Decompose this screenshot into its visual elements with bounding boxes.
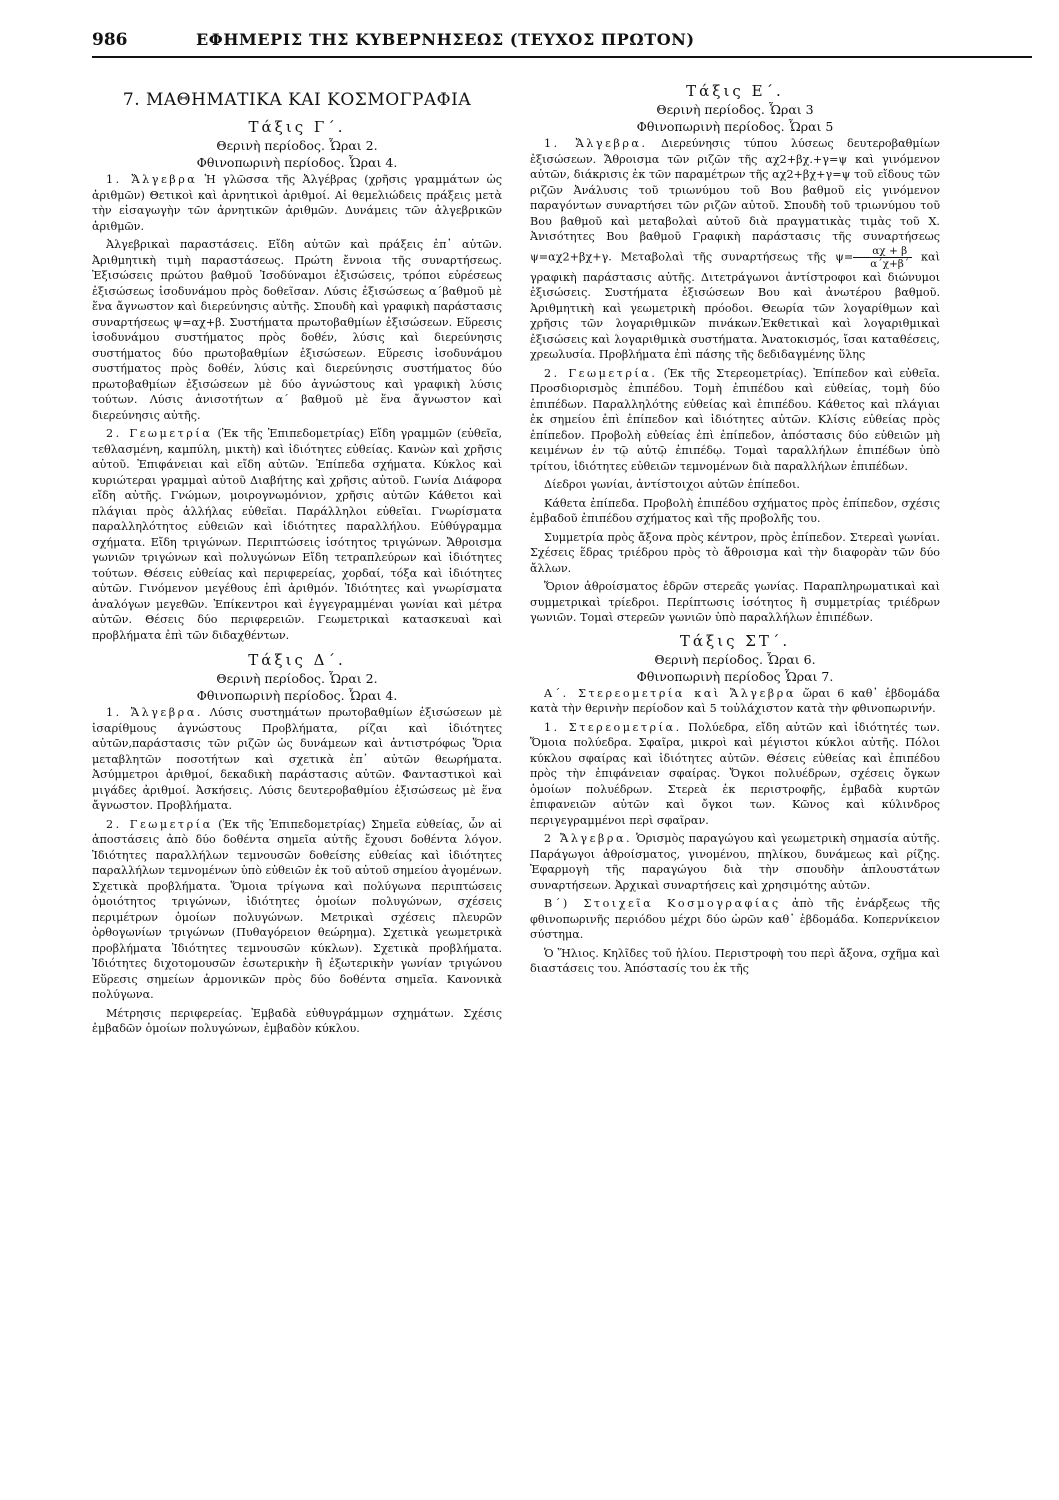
fraction-formula xyxy=(853,245,912,270)
fraction-denominator: α΄χ+β΄ xyxy=(870,257,910,270)
class-d-measurement-paragraph: Μέτρησις περιφερείας. Ἐμβαδὰ εὐθυγράμμων σχημάτων. Σχέσις ἐμβαδῶν ὁμοίων πολυγώνων, ἐμβαδὸν κύκλου. xyxy=(92,1006,502,1035)
class-d-geometry-label: 2. Γεωμετρία xyxy=(106,817,213,831)
class-g-algebra-paragraph: 1. Ἄλγεβρα Ἡ γλῶσσα τῆς Ἀλγέβρας (χρῆσις γραμμάτων ὡς ἀριθμῶν) Θετικοὶ καὶ ἀρνητικοὶ ἀριθμοί. Αἱ θεμελιώδεις πράξεις μετὰ τὴν εἰσαγωγὴν τῶν ἀρνητικῶν ἀριθμῶν. Δυνάμεις τῶν ἀλγεβρικῶν ἀριθμῶν. xyxy=(92,173,502,233)
class-st-heading: Τάξις ΣΤ΄. xyxy=(679,631,791,650)
class-d-geometry-paragraph: 2. Γεωμετρία (Ἐκ τῆς Ἐπιπεδομετρίας) Σημεῖα εὐθείας, ὧν αἱ ἀποστάσεις ἀπὸ δύο δοθέντα σημεῖα αὐτῆς ἔχουσι δοθέντα λόγον. Ἰδιότητες παραλλήλων τεμνουσῶν δοθείσης εὐθείας καὶ ἰδιότητες παραλλήλων τεμνομένων ὑπὸ εὐθειῶν ἐκ τοῦ αὐτοῦ σημείου ἀγομένων. Σχετικὰ προβλήματα. Ὅμοια τρίγωνα καὶ πολύγωνα περιπτώσεις ὁμοιότητος τριγώνων, ἰδιότητες ὁμοίων πολυγώνων, σχέσεις περιμέτρων ὁμοίων πολυγώνων. Μετρικαὶ σχέσεις πλευρῶν ὀρθογωνίων τριγώνων (Πυθαγόρειον θεώρημα). Σχετικὰ γεωμετρικὰ προβλήματα Ἰδιότητες τεμνουσῶν κύκλων). Σχετικὰ προβλήματα. Ἰδιότητες διχοτομουσῶν ἐσωτερικὴν ἢ ἐξωτερικὴν γωνίαν τριγώνου Εὕρεσις σημείων ἁρμονικῶν πρὸς δύο δοθέντα σημεῖα. Κανονικὰ πολύγωνα. xyxy=(92,817,503,1001)
class-e-planes-paragraph: Κάθετα ἐπίπεδα. Προβολὴ ἐπιπέδου σχήματος πρὸς ἐπίπεδον, σχέσις ἐμβαδοῦ ἐπιπέδου σχήματος καὶ τῆς προβολῆς του. xyxy=(530,496,940,525)
class-e-solid-angle-paragraph: Ὅριον ἀθροίσματος ἑδρῶν στερεᾶς γωνίας. Παραπληρωματικαὶ καὶ συμμετρικαὶ τρίεδροι. Περίπτωσις ἰσότητος ἢ συμμετρίας τριέδρων γωνιῶν. Τομαὶ στερεῶν γωνιῶν ὑπὸ παραλλήλων ἐπιπέδων. xyxy=(530,580,940,624)
class-d-algebra-label: 1. Ἄλγεβρα. xyxy=(106,706,203,719)
class-g-geometry-paragraph: 2. Γεωμετρία (Ἐκ τῆς Ἐπιπεδομετρίας) Εἴδη γραμμῶν (εὐθεῖα, τεθλασμένη, καμπύλη, μικτὴ) καὶ ἰδιότητες εὐθείας. Κανὼν καὶ χρῆσις αὐτοῦ. Ἐπιφάνειαι καὶ εἴδη αὐτῶν. Ἐπίπεδα σχήματα. Κύκλος καὶ κυριώτεραι γραμμαὶ αὐτοῦ Διαβήτης καὶ χρῆσις αὐτοῦ. Γωνία Διάφορα εἴδη αὐτῆς. Γνώμων, μοιρογνωμόνιον, χρῆσις αὐτῶν Κάθετοι καὶ πλάγιαι πρὸς ἀλλήλας εὐθεῖαι. Παράλληλοι εὐθεῖαι. Γνωρίσματα παραλληλότητος εὐθειῶν καὶ ἰδιότητες παραλλήλου. Εὐθύγραμμα σχήματα. Εἴδη τριγώνων. Περιπτώσεις ἰσότητος τριγώνων. Ἄθροισμα γωνιῶν τριγώνων καὶ πολυγώνων Εἴδη τετραπλεύρων καὶ ἰδιότητες τούτων. Θέσεις εὐθείας καὶ περιφερείας, χορδαί, τόξα καὶ ἰδιότητες αὐτῶν. Γινόμενον μεγέθους ἐπὶ ἀριθμόν. Ἰδιότητες καὶ γνωρίσματα ἀναλόγων μεγεθῶν. Ἐπίκεντροι καὶ ἐγγεγραμμέναι γωνίαι καὶ μέτρα αὐτῶν. Θέσεις δύο περιφερειῶν. Γεωμετρικαὶ κατασκευαὶ καὶ προβλήματα ἐπὶ τῶν διδαχθέντων. xyxy=(92,427,503,642)
class-g-summer-period: Θερινὴ περίοδος. Ὧραι 2. xyxy=(216,138,378,153)
fraction-numerator: αχ + β xyxy=(853,245,912,258)
class-e-heading: Τάξις Ε΄. xyxy=(686,82,784,100)
class-e-autumn-period: Φθινοπωρινὴ περίοδος. Ὧραι 5 xyxy=(636,119,834,134)
class-g-autumn-period: Φθινοπωρινὴ περίοδος. Ὧραι 4. xyxy=(196,155,398,170)
class-st-sun-paragraph: Ὁ Ἥλιος. Κηλῖδες τοῦ ἡλίου. Περιστροφὴ του περὶ ἄξονα, σχῆμα καὶ διαστάσεις του. Ἀπόστασίς του ἐκ τῆς xyxy=(530,946,940,975)
class-e-algebra-paragraph: 1. Ἄλγεβρα. Διερεύνησις τύπου λύσεως δευτεροβαθμίων ἐξισώσεων. Ἄθροισμα τῶν ριζῶν τῆς αχ2+βχ.+γ=ψ καὶ γινόμενον αὐτῶν, διάκρισις ἐκ τῶν παραμέτρων τῆς αχ2+βχ+γ=ψ τοῦ εἴδους τῶν ριζῶν Ἀνάλυσις τοῦ τριωνύμου τοῦ Bου βαθμοῦ εἰς γινόμενον παραγόντων συναρτήσει τῶν ριζῶν αὐτοῦ. Σπουδὴ τοῦ τριωνύμου τοῦ Bου βαθμοῦ καὶ μεταβολαὶ αὐτοῦ διὰ πραγματικὰς τιμὰς τοῦ Χ. Ἀνισότητες Bου βαθμοῦ Γραφικὴ παράστασις τῆς συναρτήσεως ψ=αχ2+βχ+γ. Μεταβολαὶ τῆς συναρτήσεως τῆς ψ= $\frac{\alpha\chi + \beta}{\alpha΄\chi+\beta΄}$ καὶ γραφικὴ παράστασις αὐτῆς. Διτετράγωνοι ἀντίστροφοι καὶ διώνυμοι ἐξισώσεις. Συστήματα ἐξισώσεων Bου καὶ ἀνωτέρου βαθμοῦ. Ἀριθμητικὴ καὶ γεωμετρικὴ πρόοδοι. Θεωρία τῶν λογαρίθμων καὶ χρῆσις τῶν λογαριθμικῶν πινάκων.Ἐκθετικαὶ καὶ λογαριθμικαὶ ἐξισώσεις καὶ λογαριθμικὰ συστήματα. Ἀνατοκισμός, ἴσαι καταθέσεις, χρεωλυσία. Προβλήματα ἐπὶ πάσης τῆς δεδιδαγμένης ὕλης xyxy=(530,137,940,361)
class-st-cosmography-label: Β΄) Στοιχεῖα Κοσμογραφίας xyxy=(544,897,781,910)
class-st-intro-label: Α΄. Στερεομετρία καὶ Ἄλγεβρα xyxy=(544,686,796,700)
page-number: 986 xyxy=(92,30,128,50)
class-g-algebra-label: 1. Ἄλγεβρα xyxy=(106,173,198,186)
class-st-cosmography-paragraph: Β΄) Στοιχεῖα Κοσμογραφίας ἀπὸ τῆς ἐνάρξεως τῆς φθινοπωρινῆς περιόδου μέχρι δύο ὡρῶν καθ᾽ ἑβδομάδα. Κοπερνίκειον σύστημα. xyxy=(530,897,940,941)
class-e-dihedral-paragraph: Δίεδροι γωνίαι, ἀντίστοιχοι αὐτῶν ἐπίπεδοι. xyxy=(544,478,800,491)
class-g-heading: Τάξις Γ΄. xyxy=(248,118,346,136)
class-st-summer-period: Θερινὴ περίοδος. Ὧραι 6. xyxy=(654,651,816,667)
class-e-summer-period: Θερινὴ περίοδος. Ὧραι 3 xyxy=(656,102,814,117)
left-column xyxy=(92,72,502,1040)
class-d-heading: Τάξις Δ΄. xyxy=(248,651,346,669)
page-header xyxy=(92,22,1032,56)
class-g-geometry-label: 2. Γεωμετρία xyxy=(106,427,213,440)
class-st-algebra-paragraph: 2 Ἄλγεβρα. Ὁρισμὸς παραγώγου καὶ γεωμετρικὴ σημασία αὐτῆς. Παράγωγοι ἀθροίσματος, γινομένου, πηλίκου, δυνάμεως καὶ ρίζης. Ἐφαρμογὴ τῆς παραγώγου διὰ τὴν σπουδὴν ἁπλουστάτων συναρτήσεων. Ἀρχικαὶ συναρτήσεις καὶ χρησιμότης αὐτῶν. xyxy=(530,832,940,892)
running-title: ΕΦΗΜΕΡΙΣ ΤΗΣ ΚΥΒΕΡΝΗΣΕΩΣ (ΤΕΥΧΟΣ ΠΡΩΤΟΝ) xyxy=(196,30,695,49)
header-rule xyxy=(92,56,1032,58)
class-d-algebra-paragraph: 1. Ἄλγεβρα. Λύσις συστημάτων πρωτοβαθμίων ἐξισώσεων μὲ ἰσαρίθμους ἀγνώστους Προβλήματα, ρίζαι καὶ ἰδιότητες αὐτῶν,παράστασις τῶν ριζῶν ὡς δυνάμεων καὶ ἀντιστρόφως Ὅρια μεταβλητῶν ποσοτήτων καὶ σχετικὰ ἐπ᾽ αὐτῶν θεωρήματα. Ἀσύμμετροι ἀριθμοί, δεκαδικὴ παράστασις αὐτῶν. Φανταστικοὶ καὶ μιγάδες ἀριθμοί. Ἀσκήσεις. Λύσις δευτεροβαθμίου ἐξισώσεως μὲ ἕνα ἄγνωστον. Προβλήματα. xyxy=(92,706,502,812)
class-e-algebra-label: 1. Ἄλγεβρα. xyxy=(544,137,648,150)
class-st-intro-paragraph: Α΄. Στερεομετρία καὶ Ἄλγεβρα ὥραι 6 καθ᾽ ἑβδομάδα κατὰ τὴν θερινὴν περίοδον καὶ 5 τοὐλάχιστον κατὰ τὴν φθινοπωρινήν. xyxy=(530,686,940,715)
class-st-algebra-label: 2 Ἄλγεβρα. xyxy=(544,832,633,845)
class-st-stereometry-paragraph: 1. Στερεομετρία. Πολύεδρα, εἴδη αὐτῶν καὶ ἰδιότητές των. Ὅμοια πολύεδρα. Σφαῖρα, μικροὶ καὶ μέγιστοι κύκλοι αὐτῆς. Πόλοι κύκλου σφαίρας καὶ ἰδιότητες αὐτῶν. Θέσεις εὐθείας καὶ ἐπιπέδου πρὸς τὴν ἐπιφάνειαν σφαίρας. Ὄγκοι πολυέδρων, σχέσεις ὄγκων ὁμοίων πολυέδρων. Στερεὰ ἐκ περιστροφῆς, ἐμβαδὰ κυρτῶν ἐπιφανειῶν αὐτῶν καὶ ὄγκοι των. Κῶνος καὶ κύλινδρος περιγεγραμμένοι περὶ σφαῖραν. xyxy=(530,720,940,827)
class-g-algebra-paragraph-2: Ἀλγεβρικαὶ παραστάσεις. Εἴδη αὐτῶν καὶ πράξεις ἐπ᾽ αὐτῶν. Ἀριθμητικὴ τιμὴ παραστάσεως. Πρώτη ἔννοια τῆς συναρτήσεως. Ἐξισώσεις πρώτου βαθμοῦ Ἰσοδύναμοι ἐξισώσεις, τρόποι εὑρέσεως ἐξισώσεως ἰσοδυνάμου πρὸς δοθεῖσαν. Λύσις ἐξισώσεως α΄βαθμοῦ μὲ ἕνα ἄγνωστον καὶ διερεύνησις αὐτῆς. Σπουδὴ καὶ γραφικὴ παράστασις συναρτήσεως ψ=αχ+β. Συστήματα πρωτοβαθμίων ἐξισώσεων. Εὕρεσις ἰσοδυνάμου συστήματος πρὸς δοθέν, λύσις καὶ διερεύνησις συστήματος δύο πρωτοβαθμίων ἐξισώσεων. Εὕρεσις ἰσοδυνάμου συστήματος πρὸς δοθέν, λύσις καὶ διερεύνησις συστήματος δύο πρωτοβαθμίων ἐξισώσεων μὲ δύο ἀγνώστους καὶ γραφικὴ λύσις τούτων. Λύσις ἀνισοτήτων α΄ βαθμοῦ μὲ ἕνα ἄγνωστον καὶ διερεύνησις αὐτῆς. xyxy=(92,238,502,422)
class-st-stereometry-label: 1. Στερεομετρία. xyxy=(544,720,682,734)
class-e-geometry-paragraph: 2. Γεωμετρία. (Ἐκ τῆς Στερεομετρίας). Ἐπίπεδον καὶ εὐθεῖα. Προσδιορισμὸς ἐπιπέδου. Τομὴ ἐπιπέδου καὶ εὐθείας, τομὴ δύο ἐπιπέδων. Παραλληλότης εὐθείας καὶ ἐπιπέδου. Κάθετος καὶ πλάγιαι ἐκ σημείου ἐπὶ ἐπίπεδον καὶ ἰδιότητες αὐτῶν. Κλίσις εὐθείας πρὸς ἐπίπεδον. Προβολὴ εὐθείας ἐπὶ ἐπίπεδον, ἀπόστασις δύο εὐθειῶν μὴ κειμένων ἐν τῷ αὐτῷ ἐπιπέδῳ. Τομαὶ ταραλλήλων ἐπιπέδων ὑπὸ τρίτου, ἰδιότητες εὐθειῶν τεμνομένων διὰ παραλλήλων ἐπιπέδων. xyxy=(530,366,940,473)
right-column xyxy=(530,72,940,980)
class-st-autumn-period: Φθινοπωρινὴ περίοδος Ὧραι 7. xyxy=(636,668,834,684)
class-e-geometry-label: 2. Γεωμετρία. xyxy=(544,366,658,380)
class-e-symmetry-paragraph: Συμμετρία πρὸς ἄξονα πρὸς κέντρον, πρὸς ἐπίπεδον. Στερεαὶ γωνίαι. Σχέσεις ἕδρας τριέδρου πρὸς τὸ ἄθροισμα καὶ τὴν διαφορὰν τῶν δύο ἄλλων. xyxy=(530,530,940,575)
class-d-summer-period: Θερινὴ περίοδος. Ὧραι 2. xyxy=(216,671,378,686)
section-title: 7. ΜΑΘΗΜΑΤΙΚΑ ΚΑΙ ΚΟΣΜΟΓΡΑΦΙΑ xyxy=(122,90,472,110)
class-d-autumn-period: Φθινοπωρινὴ περίοδος. Ὧραι 4. xyxy=(196,688,398,703)
